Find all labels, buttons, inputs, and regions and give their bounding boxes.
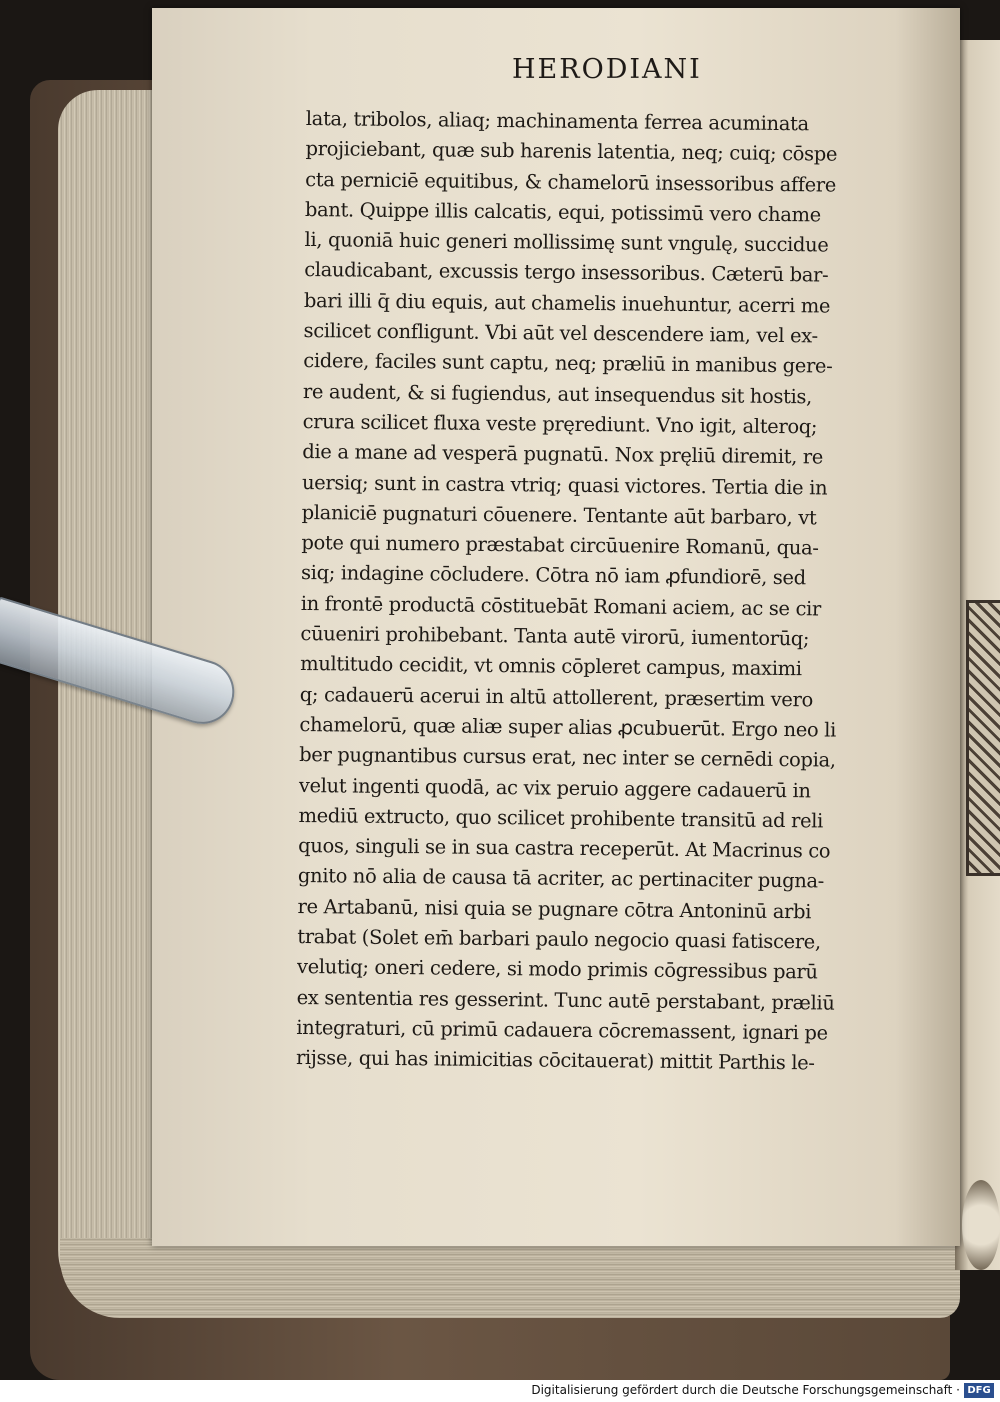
- text-line: rijsse, qui has inimicitias cōcitauerat) mittit Parthis le-: [295, 1046, 815, 1075]
- text-line: li, quoniā huic generi mollissimę sunt vngulę, succidue: [304, 228, 829, 257]
- text-line: planiciē pugnaturi cōuenere. Tentante aūt barbaro, vt: [301, 500, 817, 530]
- text-line: cidere, faciles sunt captu, neq; præliū in manibus gere-: [303, 349, 833, 378]
- text-line: bant. Quippe illis calcatis, equi, potissimū vero chame: [304, 197, 822, 227]
- text-line: q; cadauerū acerui in altū attollerent, præsertim vero: [299, 682, 814, 711]
- page-curl: [962, 1180, 1000, 1270]
- text-line: chamelorū, quæ aliæ super alias ꝓcubuerūt. Ergo neo li: [299, 712, 837, 742]
- text-line: ber pugnantibus cursus erat, nec inter se cernēdi copia,: [299, 743, 836, 772]
- text-line: siq; indagine cōcludere. Cōtra nō iam ꝓfundiorē, sed: [300, 561, 806, 590]
- text-line: trabat (Solet em̄ barbari paulo negocio quasi fatiscere,: [297, 924, 821, 954]
- page-edges-bottom: [60, 1238, 960, 1318]
- text-line: cta perniciē equitibus, & chamelorū insessoribus affere: [305, 167, 837, 197]
- text-line: multitudo cecidit, vt omnis cōpleret campus, maximi: [300, 652, 802, 681]
- running-head: HERODIANI: [512, 54, 702, 85]
- text-line: projiciebant, quæ sub harenis latentia, neq; cuiq; cōspe: [305, 137, 838, 166]
- text-line: lata, tribolos, aliaq; machinamenta ferrea acuminata: [305, 106, 809, 136]
- text-line: mediū extructo, quo scilicet prohibente transitū ad reli: [298, 803, 824, 833]
- text-line: scilicet confligunt. Vbi aūt vel descendere iam, vel ex-: [303, 319, 818, 348]
- text-line: pote qui numero præstabat circūuenire Romanū, qua-: [301, 531, 819, 560]
- dfg-logo-icon: DFG: [964, 1383, 994, 1398]
- page-text: [296, 104, 906, 1080]
- text-line: re Artabanū, nisi quia se pugnare cōtra Antoninū arbi: [297, 894, 812, 924]
- text-line: claudicabant, excussis tergo insessoribus. Cæterū bar-: [304, 258, 829, 287]
- text-line: velut ingenti quodā, ac vix peruio aggere cadauerū in: [298, 773, 811, 802]
- footer-bar: [0, 1380, 1000, 1402]
- text-line: re audent, & si fugiendus, aut insequendus sit hostis,: [302, 379, 813, 408]
- text-line: crura scilicet fluxa veste pręrediunt. Vno igit, alteroq;: [302, 409, 818, 439]
- text-line: bari illi q̄ diu equis, aut chamelis inuehuntur, acerri me: [303, 288, 831, 318]
- text-line: ex sententia res gesserint. Tunc autē perstabant, præliū: [296, 985, 835, 1015]
- decorated-initial-partial: [966, 600, 1000, 876]
- text-line: in frontē productā cōstituebāt Romani aciem, ac se cir: [300, 591, 822, 621]
- text-line: gnito nō alia de causa tā acriter, ac pertinaciter pugna-: [297, 864, 825, 893]
- text-line: uersiq; sunt in castra vtriq; quasi victores. Tertia die in: [301, 470, 828, 500]
- text-line: velutiq; oneri cedere, si modo primis cōgressibus parū: [296, 955, 818, 984]
- text-line: die a mane ad vesperā pugnatū. Nox pręliū diremit, re: [302, 440, 824, 469]
- funding-credit: Digitalisierung gefördert durch die Deutsche Forschungsgemeinschaft ·: [531, 1383, 960, 1397]
- text-line: integraturi, cū primū cadauera cōcremassent, ignari pe: [296, 1015, 828, 1045]
- text-line: cūueniri prohibebant. Tanta autē virorū, iumentorūq;: [300, 622, 810, 651]
- text-line: quos, singuli se in sua castra receperūt. At Macrinus co: [298, 834, 831, 863]
